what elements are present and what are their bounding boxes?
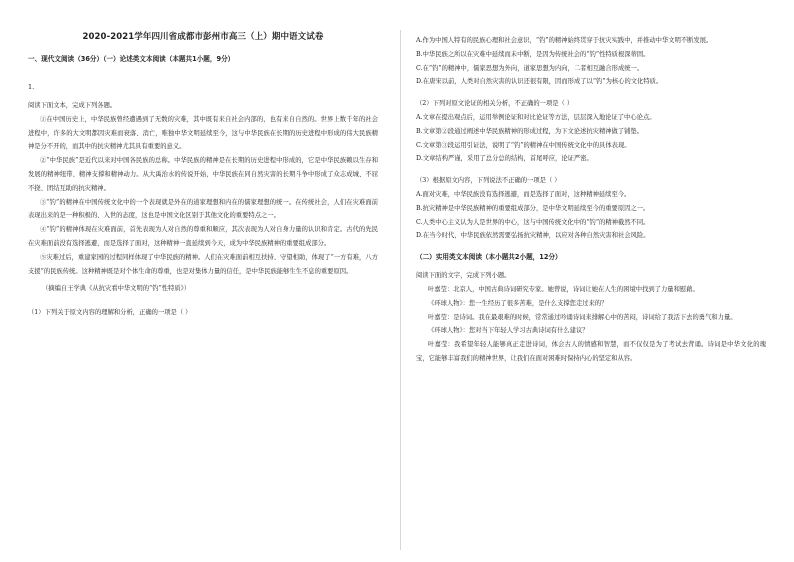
q2-option-b: B.文章第②段通过阐述中华民族精神的形成过程，为下文论述抗灾精神做了铺垫。 bbox=[416, 127, 644, 135]
column-divider bbox=[400, 30, 401, 550]
passage2-paragraph-5: 叶嘉莹：我希望年轻人能够真正走进诗词，体会古人的情感和智慧，而不仅仅是为了考试去背诵。诗词是中华文化的瑰宝，它能够丰富我们的精神世界，让我们在面对困难时保持内心的坚定和从容。 bbox=[416, 341, 766, 362]
sub-question-1: （1）下列关于原文内容的理解和分析，正确的一项是（ ） bbox=[28, 309, 192, 317]
section-one-heading: 一、现代文阅读（36分）（一）论述类文本阅读（本题共1小题，9分） bbox=[28, 55, 235, 63]
question-number: 1. bbox=[28, 83, 35, 91]
section-two-heading: （二）实用类文本阅读（本小题共2小题，12分） bbox=[416, 253, 562, 262]
q2-option-d: D.文章结构严谨，采用了总分总的结构，首尾呼应，论证严密。 bbox=[416, 155, 593, 163]
q3-option-c: C.人类中心主义认为人是世界的中心，这与中国传统文化中的“钓”的精神截然不同。 bbox=[416, 218, 650, 226]
q3-option-a: A.面对灾难，中华民族没有选择逃避，而是选择了面对，这种精神延续至今。 bbox=[416, 190, 631, 198]
passage-source: （摘编自王学典《从抗灾看中华文明的“钓”性特质》） bbox=[42, 285, 191, 293]
q1-option-a: A.作为中国人特有的民族心理和社会意识，“钓”的精神始终贯穿于抗灾实践中，并推动中华文明不断发展。 bbox=[416, 37, 713, 44]
q2-option-a: A.文章在提出观点后，运用举例论证和对比论证等方法，层层深入地论证了中心论点。 bbox=[416, 113, 656, 121]
passage2-paragraph-3: 叶嘉莹：是诗词。我在最艰难的时候，常常通过吟诵诗词来排解心中的苦闷，诗词给了我活下去的勇气和力量。 bbox=[428, 313, 737, 321]
q3-option-b: B.抗灾精神是中华民族精神的重要组成部分，是中华文明延续至今的重要原因之一。 bbox=[416, 204, 650, 212]
instruction: 阅读下面文本，完成下列各题。 bbox=[28, 102, 117, 109]
passage-paragraph-3: ③“钓”的精神在中国传统文化中的一个表现就是外在的道家理想和内在的儒家理想的统一。在传统社会，人们在灾难面前表现出来的是一种积极的、入世的态度，这也是中国文化区别于其他文化的重要特点之一。 bbox=[28, 198, 378, 220]
q2-option-c: C.文章第③段运用引证法，说明了“钓”的精神在中国传统文化中的具体表现。 bbox=[416, 141, 631, 149]
q1-option-d: D.在唐宋以前，人类对自然灾害的认识还很有限，因而形成了以“钓”为核心的文化特质。 bbox=[416, 78, 663, 86]
passage-paragraph-4: ④“钓”的精神体现在灾难面前，首先表现为人对自然的尊重和顺应，其次表现为人对自身力量的认识和肯定。古代的先民在灾难面前没有选择逃避，而是选择了面对，这种精神一直延续到今天，成为中华民族精神的重要组成部分。 bbox=[28, 226, 378, 247]
sub-question-2: （2）下列对原文论证的相关分析，不正确的一项是（ ） bbox=[416, 100, 574, 108]
passage-paragraph-5: ⑤灾难过后，重建家园的过程同样体现了中华民族的精神。人们在灾难面前相互扶持、守望相助，体现了“一方有难，八方支援”的民族传统。这种精神既是对个体生命的尊重，也是对集体力量的信任，是中华民族能够生生不息的重要原因。 bbox=[28, 253, 378, 275]
instruction-2: 阅读下面的文字，完成下列小题。 bbox=[416, 272, 511, 280]
q1-option-c: C.在“钓”的精神中，儒家思想为外向，道家思想为内向，二者相互融合形成统一。 bbox=[416, 64, 644, 72]
passage2-paragraph-4: 《环球人物》：您对当下年轻人学习古典诗词有什么建议？ bbox=[428, 327, 589, 335]
passage2-paragraph-1: 叶嘉莹：北京人，中国古典诗词研究专家。她曾说，诗词让她在人生的困境中找到了力量和慰藉。 bbox=[428, 285, 699, 293]
right-column bbox=[416, 34, 766, 550]
passage-paragraph-1: ①在中国历史上，中华民族曾经遭遇到了无数的灾难，其中既有来自社会内部的，也有来自自然的。世界上数千年的社会进程中，许多的大文明都因灾难而衰落、消亡，唯独中华文明延续至今，这与中华民族在长期的历史进程中形成的伟大民族精神是分不开的，而其中的抗灾精神尤其具有重要的意义。 bbox=[28, 115, 378, 151]
passage-paragraph-2: ②“中华民族”是近代以来对中国各民族的总称。中华民族的精神是在长期的历史进程中形成的，它是中华民族赖以生存和发展的精神纽带、精神支撑和精神动力。从大禹治水的传说开始，中华民族在同自然灾害的长期斗争中形成了众志成城、不屈不挠、团结互助的抗灾精神。 bbox=[28, 157, 378, 192]
sub-question-3: （3）根据原文内容，下列说法不正确的一项是（ ） bbox=[416, 177, 561, 185]
passage2-paragraph-2: 《环球人物》：您一生经历了很多苦难，是什么支撑您走过来的？ bbox=[428, 299, 608, 307]
exam-title: 2020-2021学年四川省成都市彭州市高三（上）期中语文试卷 bbox=[82, 32, 324, 42]
q1-option-b: B.中华民族之所以在灾难中延续而未中断，是因为传统社会的“钓”性特质根深蒂固。 bbox=[416, 50, 650, 58]
left-column bbox=[28, 30, 378, 550]
q3-option-d: D.在当今时代，中华民族依然需要弘扬抗灾精神，以应对各种自然灾害和社会风险。 bbox=[416, 232, 650, 240]
